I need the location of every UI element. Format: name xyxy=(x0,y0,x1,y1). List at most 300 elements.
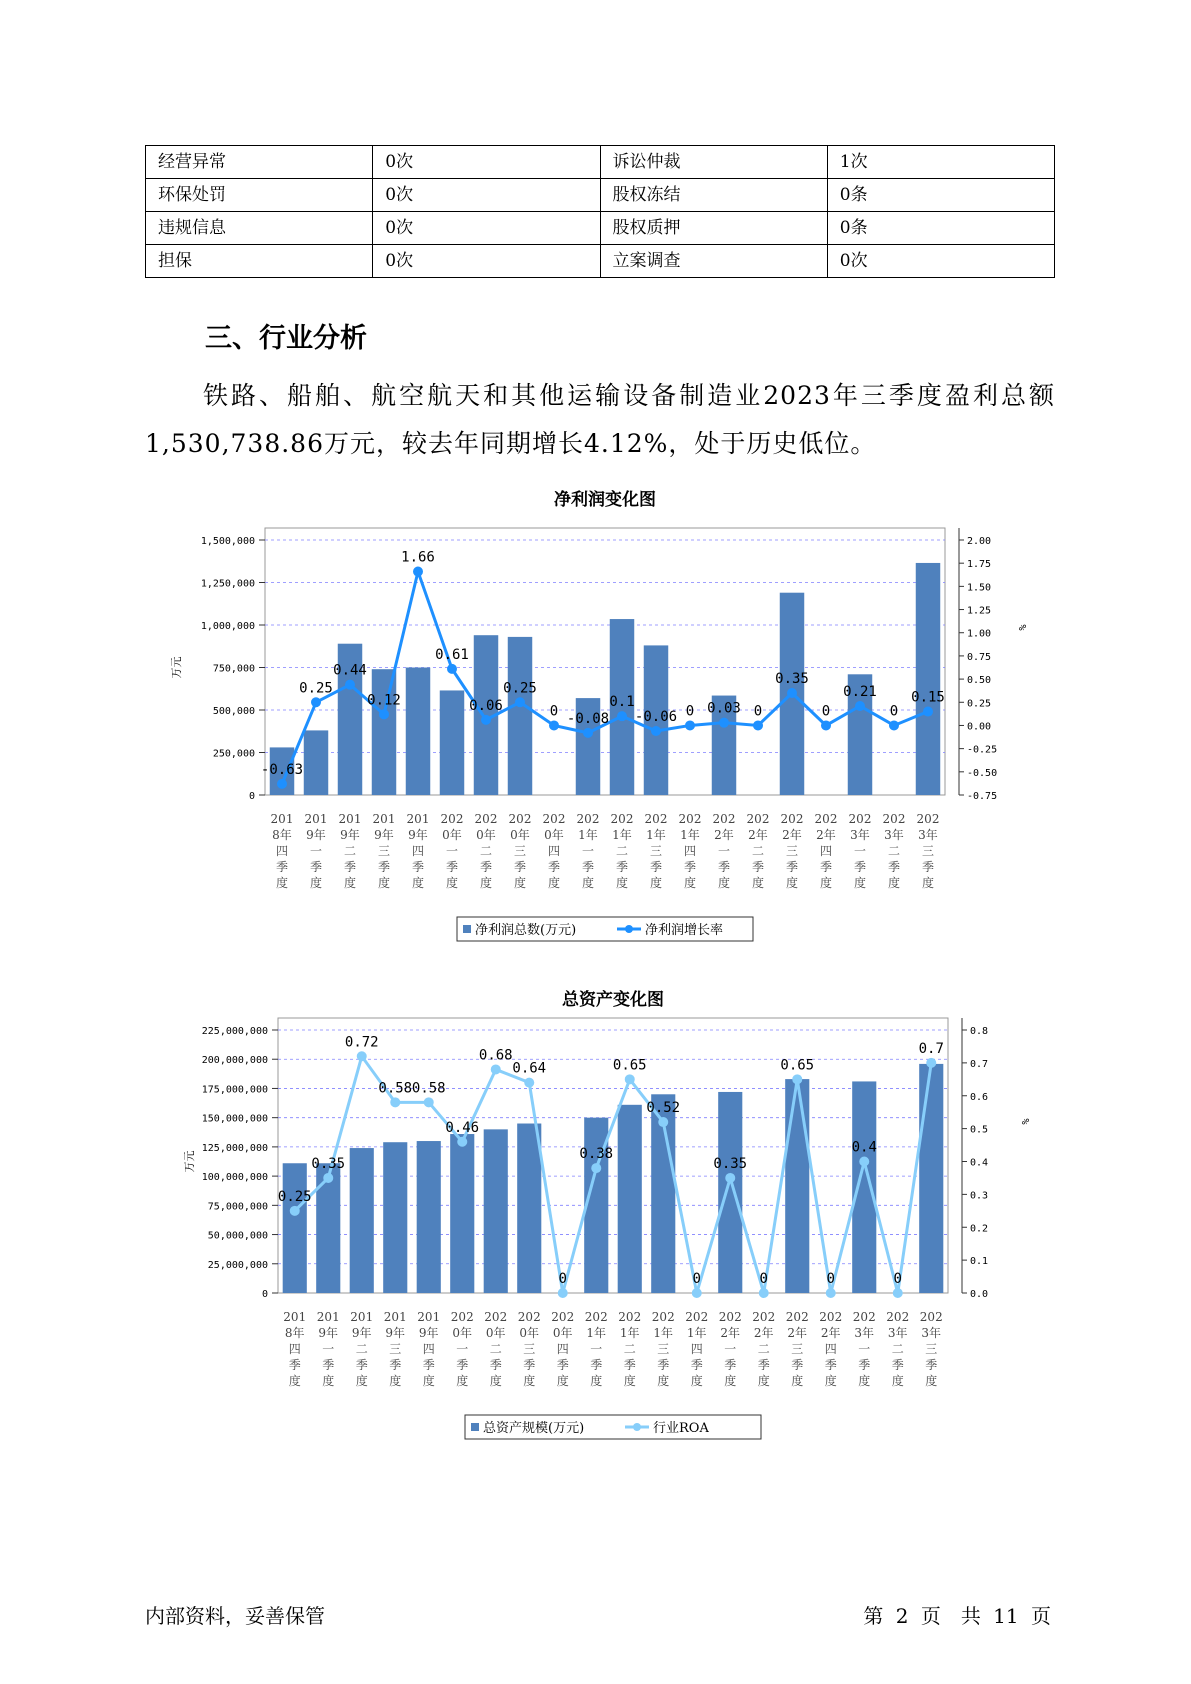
table-row xyxy=(146,212,1055,245)
table-cell: 股权质押 xyxy=(600,212,827,245)
x-tick-label: 季 xyxy=(581,860,595,874)
y-tick-label: 25,000,000 xyxy=(207,1259,268,1271)
total-assets-chart xyxy=(0,985,1191,1445)
series-point xyxy=(719,718,729,728)
series-point xyxy=(859,1157,869,1167)
x-tick-label: 三 xyxy=(389,1342,402,1356)
x-tick-label: 季 xyxy=(556,1358,569,1372)
y2-tick-label: 0.5 xyxy=(970,1124,989,1136)
x-tick-label: 3年 xyxy=(887,1326,908,1340)
x-tick-label: 201 xyxy=(304,812,328,826)
x-tick-label: 四 xyxy=(824,1342,837,1356)
table-cell: 0次 xyxy=(373,179,600,212)
table-cell: 0次 xyxy=(373,212,600,245)
x-tick-label: 一 xyxy=(445,844,459,858)
x-tick-label: 二 xyxy=(355,1342,368,1356)
x-tick-label: 季 xyxy=(657,1358,670,1372)
series-point xyxy=(413,567,423,577)
x-tick-label: 1年 xyxy=(578,828,598,842)
y2-tick-label: 0.1 xyxy=(970,1256,989,1268)
x-tick-label: 3年 xyxy=(884,828,904,842)
y-tick-label: 150,000,000 xyxy=(201,1113,268,1125)
table-row xyxy=(146,245,1055,278)
table-cell: 0条 xyxy=(827,212,1054,245)
x-tick-label: 2年 xyxy=(782,828,802,842)
data-label: 0 xyxy=(685,703,695,720)
series-point xyxy=(759,1288,769,1298)
y-tick-label: 500,000 xyxy=(212,706,255,717)
series-point xyxy=(524,1078,534,1088)
bar xyxy=(283,1163,307,1293)
x-tick-label: 度 xyxy=(757,1374,770,1388)
data-label: 0.68 xyxy=(478,1047,513,1064)
series-point xyxy=(625,1074,635,1084)
x-tick-label: 季 xyxy=(309,860,323,874)
x-tick-label: 季 xyxy=(858,1358,871,1372)
series-point xyxy=(792,1074,802,1084)
series-point xyxy=(651,726,661,736)
data-label: 0.61 xyxy=(435,646,469,663)
legend-line-label: 净利润增长率 xyxy=(645,923,724,938)
x-tick-label: 四 xyxy=(275,844,289,858)
x-tick-label: 2年 xyxy=(787,1326,808,1340)
bar xyxy=(508,637,532,795)
series-point xyxy=(457,1137,467,1147)
legend-bar-label: 净利润总数(万元) xyxy=(475,923,577,938)
bar xyxy=(450,1134,474,1293)
x-tick-label: 三 xyxy=(657,1342,670,1356)
y-tick-label: 125,000,000 xyxy=(201,1142,268,1154)
y-tick-label: 750,000 xyxy=(212,663,255,675)
x-tick-label: 一 xyxy=(853,844,867,858)
x-tick-label: 度 xyxy=(547,876,561,890)
x-tick-label: 季 xyxy=(683,860,697,874)
table-cell: 担保 xyxy=(146,245,373,278)
x-tick-label: 度 xyxy=(288,1374,301,1388)
x-tick-label: 二 xyxy=(623,1342,636,1356)
x-tick-label: 202 xyxy=(852,1310,876,1324)
x-tick-label: 季 xyxy=(275,860,289,874)
x-tick-label: 9年 xyxy=(374,828,394,842)
y2-tick-label: -0.25 xyxy=(967,744,998,756)
y-tick-label: 250,000 xyxy=(212,748,255,760)
x-tick-label: 二 xyxy=(751,844,765,858)
x-tick-label: 二 xyxy=(887,844,901,858)
x-tick-label: 季 xyxy=(921,860,935,874)
x-tick-label: 9年 xyxy=(318,1326,339,1340)
legend-line-label: 行业ROA xyxy=(653,1421,709,1436)
x-tick-label: 度 xyxy=(649,876,663,890)
x-tick-label: 9年 xyxy=(351,1326,372,1340)
series-point xyxy=(889,720,899,730)
data-label: 0.25 xyxy=(503,680,537,697)
x-tick-label: 202 xyxy=(819,1310,843,1324)
data-label: 0 xyxy=(893,1271,902,1287)
section-title: 三、行业分析 xyxy=(205,323,367,354)
legend-line-marker xyxy=(625,925,633,933)
series-point xyxy=(826,1288,836,1298)
y-tick-label: 0 xyxy=(261,1289,268,1300)
x-tick-label: 三 xyxy=(925,1342,938,1356)
y2-tick-label: 0.2 xyxy=(970,1223,989,1235)
y-tick-label: 0 xyxy=(248,791,255,802)
data-label: -0.06 xyxy=(634,709,678,726)
x-tick-label: 9年 xyxy=(385,1326,406,1340)
table-cell: 1次 xyxy=(827,146,1054,179)
bar xyxy=(785,1079,809,1293)
x-tick-label: 3年 xyxy=(850,828,870,842)
x-tick-label: 202 xyxy=(848,812,872,826)
data-label: 0.12 xyxy=(367,692,401,709)
bar xyxy=(916,563,940,795)
y2-tick-label: 0.00 xyxy=(967,721,992,733)
x-tick-label: 202 xyxy=(474,812,498,826)
y2-tick-label: 1.00 xyxy=(967,628,992,640)
x-tick-label: 0年 xyxy=(544,828,564,842)
y2-tick-label: 0.0 xyxy=(970,1289,989,1300)
x-tick-label: 2年 xyxy=(820,1326,841,1340)
x-tick-label: 1年 xyxy=(612,828,632,842)
series-point xyxy=(591,1163,601,1173)
y2-tick-label: 0.8 xyxy=(970,1026,989,1037)
x-tick-label: 202 xyxy=(882,812,906,826)
y2-tick-label: 0.3 xyxy=(970,1190,989,1202)
x-tick-label: 201 xyxy=(417,1310,441,1324)
bar xyxy=(406,668,430,796)
x-tick-label: 9年 xyxy=(340,828,360,842)
series-point xyxy=(617,711,627,721)
bar xyxy=(304,730,328,795)
x-tick-label: 度 xyxy=(479,876,493,890)
x-tick-label: 季 xyxy=(717,860,731,874)
x-tick-label: 0年 xyxy=(519,1326,540,1340)
bar xyxy=(718,1092,742,1293)
chart-title: 总资产变化图 xyxy=(562,990,664,1010)
x-tick-label: 三 xyxy=(785,844,799,858)
x-tick-label: 二 xyxy=(343,844,357,858)
x-tick-label: 季 xyxy=(377,860,391,874)
x-tick-label: 季 xyxy=(925,1358,938,1372)
data-label: 0 xyxy=(549,703,559,720)
y2-tick-label: 0.6 xyxy=(970,1091,989,1103)
y-tick-label: 75,000,000 xyxy=(207,1201,268,1213)
x-tick-label: 四 xyxy=(690,1342,703,1356)
x-tick-label: 季 xyxy=(824,1358,837,1372)
x-tick-label: 2年 xyxy=(748,828,768,842)
x-tick-label: 度 xyxy=(343,876,357,890)
x-tick-label: 度 xyxy=(891,1374,904,1388)
x-tick-label: 2年 xyxy=(753,1326,774,1340)
x-tick-label: 1年 xyxy=(653,1326,674,1340)
x-tick-label: 季 xyxy=(757,1358,770,1372)
data-label: 0 xyxy=(889,703,899,720)
table-cell: 环保处罚 xyxy=(146,179,373,212)
x-tick-label: 度 xyxy=(623,1374,636,1388)
x-tick-label: 度 xyxy=(819,876,833,890)
data-label: 0.03 xyxy=(707,700,741,717)
x-tick-label: 度 xyxy=(791,1374,804,1388)
x-tick-label: 季 xyxy=(791,1358,804,1372)
bar xyxy=(383,1142,407,1293)
data-label: 0.58 xyxy=(378,1080,413,1097)
legend-bar-swatch xyxy=(471,1423,479,1431)
legend-bar-label: 总资产规模(万元) xyxy=(483,1421,585,1436)
y-tick-label: 100,000,000 xyxy=(201,1172,268,1184)
x-tick-label: 202 xyxy=(551,1310,575,1324)
x-tick-label: 季 xyxy=(411,860,425,874)
x-tick-label: 202 xyxy=(644,812,668,826)
table-cell: 违规信息 xyxy=(146,212,373,245)
x-tick-label: 二 xyxy=(757,1342,770,1356)
x-tick-label: 度 xyxy=(523,1374,536,1388)
data-label: 0 xyxy=(821,703,831,720)
series-point xyxy=(447,664,457,674)
x-tick-label: 度 xyxy=(590,1374,603,1388)
x-tick-label: 一 xyxy=(858,1342,871,1356)
table-row xyxy=(146,146,1055,179)
bar xyxy=(350,1148,374,1293)
table-cell: 0次 xyxy=(827,245,1054,278)
series-point xyxy=(692,1288,702,1298)
x-tick-label: 202 xyxy=(484,1310,508,1324)
data-label: 0.35 xyxy=(775,671,809,687)
series-point xyxy=(923,707,933,717)
table-cell: 经营异常 xyxy=(146,146,373,179)
x-tick-label: 季 xyxy=(649,860,663,874)
x-tick-label: 一 xyxy=(590,1342,603,1356)
x-tick-label: 202 xyxy=(712,812,736,826)
footer-page-number: 第 2 页 共 11 页 xyxy=(863,1604,1051,1628)
y2-tick-label: -0.75 xyxy=(967,791,998,802)
data-label: 0.15 xyxy=(911,689,945,706)
data-label: 0.64 xyxy=(512,1060,547,1077)
x-tick-label: 度 xyxy=(887,876,901,890)
y2-tick-label: 1.25 xyxy=(967,605,992,617)
series-point xyxy=(855,701,865,711)
data-label: 0.58 xyxy=(411,1080,446,1097)
series-point xyxy=(658,1117,668,1127)
x-tick-label: 202 xyxy=(746,812,770,826)
x-tick-label: 202 xyxy=(916,812,940,826)
y2-axis-label: % xyxy=(1016,624,1027,631)
x-tick-label: 1年 xyxy=(619,1326,640,1340)
x-tick-label: 一 xyxy=(717,844,731,858)
plot-area xyxy=(265,528,945,795)
data-label: 0.25 xyxy=(277,1188,312,1205)
x-tick-label: 0年 xyxy=(552,1326,573,1340)
x-tick-label: 3年 xyxy=(854,1326,875,1340)
x-tick-label: 202 xyxy=(517,1310,541,1324)
series-point xyxy=(725,1173,735,1183)
x-tick-label: 201 xyxy=(372,812,396,826)
x-tick-label: 度 xyxy=(556,1374,569,1388)
chart-title: 净利润变化图 xyxy=(554,490,656,510)
x-tick-label: 度 xyxy=(824,1374,837,1388)
x-tick-label: 度 xyxy=(411,876,425,890)
series-point xyxy=(558,1288,568,1298)
x-tick-label: 季 xyxy=(445,860,459,874)
x-tick-label: 季 xyxy=(355,1358,368,1372)
x-tick-label: 度 xyxy=(690,1374,703,1388)
x-tick-label: 季 xyxy=(887,860,901,874)
bar xyxy=(618,1105,642,1293)
data-label: -0.08 xyxy=(566,710,610,727)
series-point xyxy=(424,1097,434,1107)
x-tick-label: 四 xyxy=(422,1342,435,1356)
data-label: 0.46 xyxy=(445,1119,480,1136)
x-tick-label: 0年 xyxy=(510,828,530,842)
x-tick-label: 202 xyxy=(576,812,600,826)
x-tick-label: 季 xyxy=(819,860,833,874)
x-tick-label: 201 xyxy=(283,1310,307,1324)
data-label: 0.7 xyxy=(918,1040,944,1057)
x-tick-label: 度 xyxy=(724,1374,737,1388)
x-tick-label: 202 xyxy=(678,812,702,826)
x-tick-label: 201 xyxy=(406,812,430,826)
x-tick-label: 三 xyxy=(921,844,935,858)
x-tick-label: 季 xyxy=(785,860,799,874)
data-label: 0.72 xyxy=(344,1034,379,1051)
x-tick-label: 三 xyxy=(523,1342,536,1356)
y2-tick-label: 1.50 xyxy=(967,582,992,594)
data-label: 0 xyxy=(558,1271,567,1287)
bar xyxy=(852,1081,876,1293)
x-tick-label: 度 xyxy=(615,876,629,890)
x-tick-label: 0年 xyxy=(476,828,496,842)
x-tick-label: 度 xyxy=(377,876,391,890)
series-point xyxy=(311,697,321,707)
x-tick-label: 度 xyxy=(309,876,323,890)
x-tick-label: 季 xyxy=(547,860,561,874)
series-point xyxy=(787,688,797,698)
data-label: -0.63 xyxy=(260,761,304,778)
x-tick-label: 季 xyxy=(322,1358,335,1372)
x-tick-label: 三 xyxy=(791,1342,804,1356)
x-tick-label: 季 xyxy=(456,1358,469,1372)
x-tick-label: 季 xyxy=(288,1358,301,1372)
x-tick-label: 202 xyxy=(651,1310,675,1324)
data-label: 0.35 xyxy=(713,1155,748,1172)
table-cell: 0次 xyxy=(373,245,600,278)
legend-line-marker xyxy=(633,1423,641,1431)
x-tick-label: 三 xyxy=(377,844,391,858)
data-label: 1.66 xyxy=(401,549,435,566)
x-tick-label: 季 xyxy=(422,1358,435,1372)
x-tick-label: 9年 xyxy=(418,1326,439,1340)
footer-confidential-note: 内部资料，妥善保管 xyxy=(145,1604,325,1628)
x-tick-label: 季 xyxy=(623,1358,636,1372)
series-point xyxy=(583,728,593,738)
series-point xyxy=(379,709,389,719)
x-tick-label: 201 xyxy=(270,812,294,826)
x-tick-label: 1年 xyxy=(680,828,700,842)
x-tick-label: 季 xyxy=(891,1358,904,1372)
x-tick-label: 202 xyxy=(450,1310,474,1324)
x-tick-label: 三 xyxy=(513,844,527,858)
x-tick-label: 度 xyxy=(717,876,731,890)
x-tick-label: 度 xyxy=(858,1374,871,1388)
x-tick-label: 8年 xyxy=(284,1326,305,1340)
series-point xyxy=(549,720,559,730)
x-tick-label: 度 xyxy=(683,876,697,890)
data-label: 0.65 xyxy=(612,1057,647,1074)
x-tick-label: 度 xyxy=(489,1374,502,1388)
x-tick-label: 0年 xyxy=(485,1326,506,1340)
data-label: 0.38 xyxy=(579,1146,614,1163)
x-tick-label: 2年 xyxy=(720,1326,741,1340)
x-tick-label: 3年 xyxy=(921,1326,942,1340)
data-label: 0.65 xyxy=(780,1057,815,1074)
x-tick-label: 度 xyxy=(785,876,799,890)
table-cell: 0条 xyxy=(827,179,1054,212)
y2-tick-label: 0.7 xyxy=(970,1058,989,1070)
x-tick-label: 度 xyxy=(853,876,867,890)
x-tick-label: 度 xyxy=(456,1374,469,1388)
x-tick-label: 一 xyxy=(309,844,323,858)
x-tick-label: 度 xyxy=(751,876,765,890)
x-tick-label: 季 xyxy=(523,1358,536,1372)
x-tick-label: 季 xyxy=(853,860,867,874)
series-point xyxy=(481,715,491,725)
table-row xyxy=(146,179,1055,212)
y-tick-label: 175,000,000 xyxy=(201,1084,268,1096)
table-cell: 股权冻结 xyxy=(600,179,827,212)
x-tick-label: 202 xyxy=(718,1310,742,1324)
series-point xyxy=(821,720,831,730)
x-tick-label: 四 xyxy=(556,1342,569,1356)
x-tick-label: 三 xyxy=(649,844,663,858)
bar xyxy=(372,669,396,795)
x-tick-label: 2年 xyxy=(714,828,734,842)
series-point xyxy=(685,720,695,730)
x-tick-label: 202 xyxy=(508,812,532,826)
y-tick-label: 200,000,000 xyxy=(201,1055,268,1067)
data-label: 0.52 xyxy=(646,1100,681,1117)
x-tick-label: 3年 xyxy=(918,828,938,842)
x-tick-label: 202 xyxy=(685,1310,709,1324)
data-label: 0.1 xyxy=(609,694,635,711)
x-tick-label: 季 xyxy=(343,860,357,874)
x-tick-label: 季 xyxy=(615,860,629,874)
y-tick-label: 225,000,000 xyxy=(201,1026,268,1037)
x-tick-label: 季 xyxy=(479,860,493,874)
data-label: 0.06 xyxy=(469,697,503,714)
x-tick-label: 2年 xyxy=(816,828,836,842)
industry-analysis-paragraph: 铁路、船舶、航空航天和其他运输设备制造业2023年三季度盈利总额1,530,738.86万元，较去年同期增长4.12%，处于历史低位。 xyxy=(145,381,1055,458)
series-point xyxy=(323,1173,333,1183)
x-tick-label: 度 xyxy=(925,1374,938,1388)
x-tick-label: 度 xyxy=(355,1374,368,1388)
y-tick-label: 1,500,000 xyxy=(200,536,255,547)
x-tick-label: 四 xyxy=(819,844,833,858)
x-tick-label: 一 xyxy=(322,1342,335,1356)
data-label: 0.35 xyxy=(311,1155,346,1172)
x-tick-label: 度 xyxy=(422,1374,435,1388)
y-tick-label: 1,000,000 xyxy=(200,621,255,632)
series-point xyxy=(515,697,525,707)
x-tick-label: 201 xyxy=(338,812,362,826)
x-tick-label: 0年 xyxy=(452,1326,473,1340)
x-tick-label: 202 xyxy=(752,1310,776,1324)
x-tick-label: 季 xyxy=(690,1358,703,1372)
x-tick-label: 季 xyxy=(590,1358,603,1372)
x-tick-label: 季 xyxy=(751,860,765,874)
x-tick-label: 202 xyxy=(919,1310,943,1324)
x-tick-label: 9年 xyxy=(408,828,428,842)
x-tick-label: 度 xyxy=(389,1374,402,1388)
x-tick-label: 1年 xyxy=(646,828,666,842)
x-tick-label: 9年 xyxy=(306,828,326,842)
